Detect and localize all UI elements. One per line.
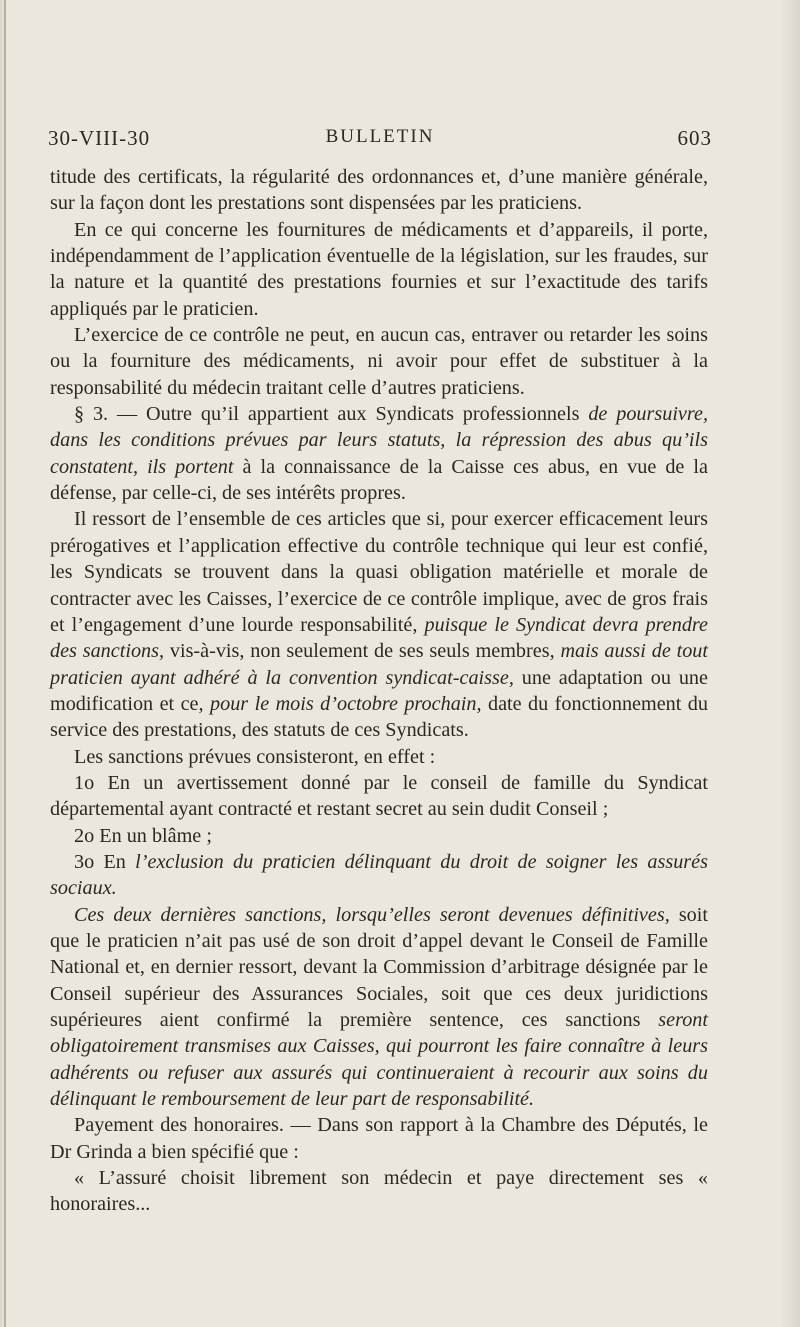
text-run: une adaptation ou une modification et ce, xyxy=(50,666,708,715)
italic-run: puisque le Syndicat devra prendre des sanctions, xyxy=(50,613,708,663)
text-run: à la connaissance de la Caisse ces abus, en vue de la défense, par celle-ci, de ses intérêts propres. xyxy=(50,455,708,505)
page-spine-edge xyxy=(4,0,6,1327)
paragraph: titude des certificats, la régularité des ordonnances et, d’une manière générale, sur la façon dont les prestations sont dispensées par les praticiens. xyxy=(50,166,708,215)
paragraph: L’exercice de ce contrôle ne peut, en aucun cas, entraver ou retarder les soins ou la fourniture des médicaments, ni avoir pour effet de substituer à la responsabilité du médecin traitant celle d’autres praticiens. xyxy=(50,324,708,399)
italic-run: Ces deux dernières sanctions, lorsqu’elles seront devenues définitives, xyxy=(74,903,670,926)
text-run: § 3. — Outre qu’il appartient aux Syndicats professionnels xyxy=(74,403,589,426)
text-run: date du fonctionnement du service des prestations, des statuts de ces Syndicats. xyxy=(50,692,708,742)
quotation: « L’assuré choisit librement son médecin et paye directement ses « honoraires... xyxy=(50,1167,708,1216)
page-number: 603 xyxy=(677,126,712,150)
italic-run: l’exclusion du praticien délinquant du droit de soigner les assurés sociaux. xyxy=(50,850,708,900)
italic-run: de poursuivre, dans les conditions prévues par leurs statuts, la répression des abus qu’ils constatent, ils portent xyxy=(50,403,709,478)
body-text xyxy=(50,164,708,1218)
paragraph: En ce qui concerne les fournitures de médicaments et d’appareils, il porte, indépendamment de l’application éventuelle de la législation, sur les fraudes, sur la nature et la quantité des prestations fournies et sur l’exactitude des tarifs appliqués par le praticien. xyxy=(50,218,708,320)
paragraph: Payement des honoraires. — Dans son rapport à la Chambre des Députés, le Dr Grinda a bien spécifié que : xyxy=(50,1114,708,1163)
italic-run: seront obligatoirement transmises aux Caisses, qui pourront les faire connaître à leurs adhérents ou refuser aux assurés qui continueraient à recourir aux soins du délinquant le remboursement de leur part de responsabilité. xyxy=(50,1009,708,1111)
text-run: 3o En xyxy=(74,850,136,873)
paragraph xyxy=(50,902,708,1113)
text-run: soit que le praticien n’ait pas usé de son droit d’appel devant le Conseil de Famille National et, en dernier ressort, devant la Commission d’arbitrage désignée par le Conseil supérieur des Assurances Sociales, soit que ces deux juridictions supérieures aient confirmé la première sentence, ces sanctions xyxy=(50,903,708,1031)
paragraph: Les sanctions prévues consisteront, en effet : xyxy=(74,745,436,768)
header-title: BULLETIN xyxy=(325,126,435,147)
list-item: 1o En un avertissement donné par le conseil de famille du Syndicat départemental ayant contracté et restant secret au sein dudit Conseil ; xyxy=(50,771,708,821)
running-header xyxy=(48,126,712,156)
list-item: 2o En un blâme ; xyxy=(74,824,212,847)
list-item xyxy=(50,849,708,902)
italic-run: mais aussi de tout praticien ayant adhéré à la convention syndicat-caisse, xyxy=(50,640,708,689)
paragraph xyxy=(50,401,708,506)
text-run: vis-à-vis, non seulement de ses seuls membres, xyxy=(164,640,561,663)
text-run: Il ressort de l’ensemble de ces articles que si, pour exercer efficacement leurs prérogatives et l’application effective du contrôle technique qui leur est confié, les Syndicats se trouvent dans la quasi obligation matérielle et morale de contracter avec les Caisses, l’exercice de ce contrôle implique, avec de gros frais et l’engagement d’une lourde responsabilité, xyxy=(50,508,708,636)
header-date: 30-VIII-30 xyxy=(48,126,151,150)
italic-run: pour le mois d’octobre prochain, xyxy=(210,692,482,715)
paragraph xyxy=(50,506,708,743)
